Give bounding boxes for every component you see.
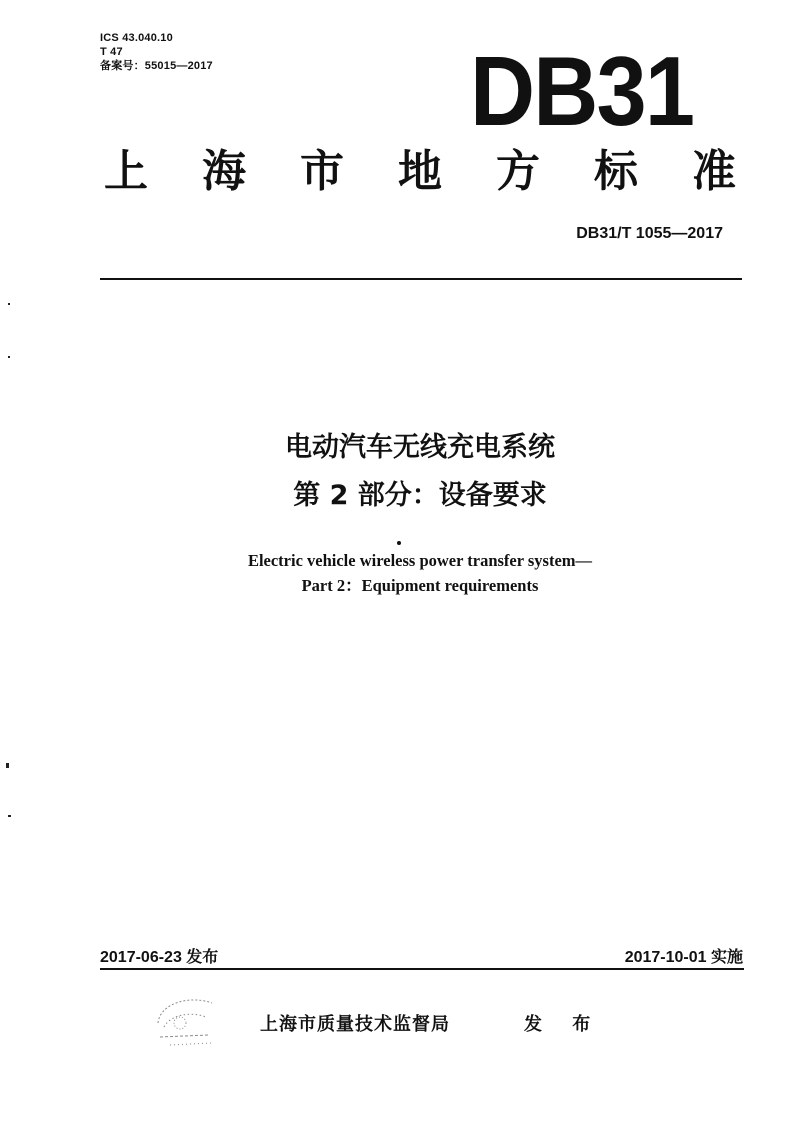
scan-speck	[6, 763, 9, 768]
standard-type-char: 方	[496, 146, 540, 197]
ics-code: ICS 43.040.10	[100, 32, 173, 44]
title-en-line1: Electric vehicle wireless power transfer system—	[247, 551, 593, 570]
scan-speck	[8, 303, 10, 305]
publish-label: 发 布	[524, 1014, 603, 1035]
publisher-name: 上海市质量技术监督局	[260, 1014, 450, 1035]
implementation-date: 2017-10-01 实施	[624, 949, 743, 966]
footer-divider	[100, 968, 744, 970]
standard-type-char: 上	[104, 146, 148, 197]
standard-code: DB31/T 1055—2017	[576, 225, 723, 242]
title-cn-line1: 电动汽车无线充电系统	[285, 432, 555, 463]
official-seal-stamp	[150, 993, 230, 1053]
issue-date: 2017-06-23 发布	[100, 949, 219, 966]
title-en-line2: Part 2：Equipment requirements	[301, 576, 539, 595]
standard-type-char: 海	[202, 146, 246, 197]
standard-type-char: 市	[300, 146, 344, 197]
record-number: 备案号：55015—2017	[100, 60, 213, 72]
standard-type-char: 准	[692, 146, 736, 197]
classification-code: T 47	[100, 46, 123, 58]
dot-mark	[397, 541, 401, 545]
scan-speck	[8, 815, 11, 817]
standard-type-char: 地	[398, 146, 442, 197]
db31-logo: DB31	[470, 36, 694, 146]
header-divider	[100, 278, 742, 280]
title-cn-line2: 第 2 部分：设备要求	[293, 480, 547, 511]
standard-type-title	[104, 144, 736, 200]
standard-type-char: 标	[594, 146, 638, 197]
scan-speck	[8, 356, 10, 358]
